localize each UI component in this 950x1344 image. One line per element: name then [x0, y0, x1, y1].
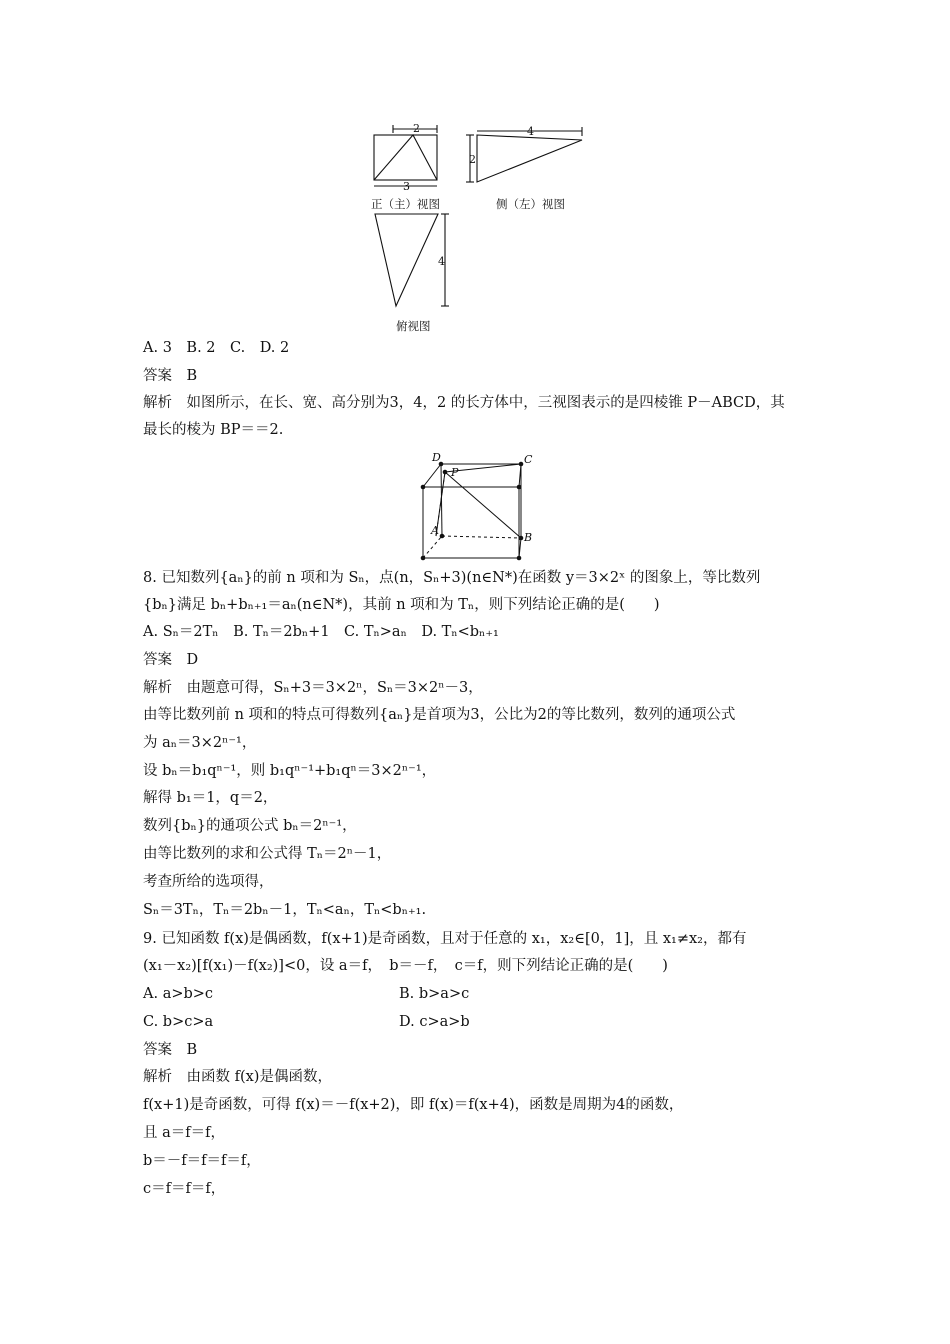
- q7-analysis-2: 最长的棱为 BP＝＝2.: [143, 422, 284, 438]
- q9-answer: 答案 B: [143, 1042, 198, 1058]
- label-A: A: [431, 524, 439, 537]
- q7-analysis-1: 解析 如图所示，在长、宽、高分别为3，4，2 的长方体中，三视图表示的是四棱锥 P－ABCD，其: [143, 395, 785, 411]
- label-D: D: [432, 451, 441, 464]
- q9-analysis-2: f(x+1)是奇函数，可得 f(x)＝－f(x+2)，即 f(x)＝f(x+4)，函数是周期为4的函数，: [143, 1097, 684, 1113]
- q8-stem-1: 8. 已知数列{aₙ}的前 n 项和为 Sₙ，点(n，Sₙ+3)(n∈N*)在函数 y＝3×2ˣ 的图象上，等比数列: [143, 570, 761, 586]
- label-B: B: [524, 531, 533, 544]
- label-C: C: [524, 453, 533, 466]
- dim-front-bottom: 3: [403, 180, 410, 193]
- q8-analysis-3: 为 aₙ＝3×2ⁿ⁻¹，: [143, 735, 257, 751]
- q9-analysis-5: c＝f＝f＝f，: [143, 1181, 226, 1197]
- q8-answer: 答案 D: [143, 652, 199, 668]
- dim-side-top: 4: [527, 125, 534, 138]
- q9-option-b: B. b>a>c: [399, 986, 470, 1002]
- q8-analysis-9: Sₙ＝3Tₙ，Tₙ＝2bₙ－1，Tₙ<aₙ，Tₙ<bₙ₊₁.: [143, 902, 427, 918]
- q9-option-a: A. a>b>c: [143, 986, 214, 1002]
- top-view-caption: 俯视图: [396, 319, 431, 333]
- front-view-caption: 正（主）视图: [371, 197, 440, 211]
- side-view-caption: 侧（左）视图: [496, 197, 565, 211]
- q7-options: A. 3 B. 2 C. D. 2: [143, 340, 290, 356]
- q8-analysis-2: 由等比数列前 n 项和的特点可得数列{aₙ}是首项为3，公比为2的等比数列，数列的通项公式: [143, 707, 736, 723]
- q9-stem-1: 9. 已知函数 f(x)是偶函数，f(x+1)是奇函数，且对于任意的 x₁，x₂∈[0，1]，且 x₁≠x₂，都有: [143, 931, 747, 947]
- dim-side-left: 2: [469, 153, 476, 166]
- dim-top-right: 4: [438, 255, 445, 268]
- q9-analysis-4: b＝－f＝f＝f＝f，: [143, 1153, 261, 1169]
- q9-analysis-3: 且 a＝f＝f，: [143, 1125, 225, 1141]
- dim-front-top: 2: [413, 122, 420, 135]
- label-P: P: [451, 466, 459, 479]
- q9-stem-2: (x₁－x₂)[f(x₁)－f(x₂)]<0，设 a＝f， b＝－f， c＝f，则下列结论正确的是( ): [143, 958, 668, 974]
- q9-option-d: D. c>a>b: [399, 1014, 470, 1030]
- q8-analysis-1: 解析 由题意可得，Sₙ+3＝3×2ⁿ，Sₙ＝3×2ⁿ－3，: [143, 680, 483, 696]
- q8-analysis-4: 设 bₙ＝b₁qⁿ⁻¹，则 b₁qⁿ⁻¹+b₁qⁿ＝3×2ⁿ⁻¹，: [143, 763, 437, 779]
- q8-analysis-5: 解得 b₁＝1，q＝2，: [143, 790, 278, 806]
- q8-analysis-7: 由等比数列的求和公式得 Tₙ＝2ⁿ－1，: [143, 846, 392, 862]
- q9-analysis-1: 解析 由函数 f(x)是偶函数，: [143, 1069, 332, 1085]
- q8-analysis-8: 考查所给的选项得，: [143, 874, 274, 890]
- q7-answer: 答案 B: [143, 368, 198, 384]
- cuboid-figure: [0, 0, 950, 580]
- q9-option-c: C. b>c>a: [143, 1014, 214, 1030]
- q8-stem-2: {bₙ}满足 bₙ+bₙ₊₁＝aₙ(n∈N*)，其前 n 项和为 Tₙ，则下列结论正确的是( ): [143, 597, 660, 613]
- q8-options: A. Sₙ＝2Tₙ B. Tₙ＝2bₙ+1 C. Tₙ>aₙ D. Tₙ<bₙ₊₁: [143, 624, 499, 640]
- q8-analysis-6: 数列{bₙ}的通项公式 bₙ＝2ⁿ⁻¹，: [143, 818, 357, 834]
